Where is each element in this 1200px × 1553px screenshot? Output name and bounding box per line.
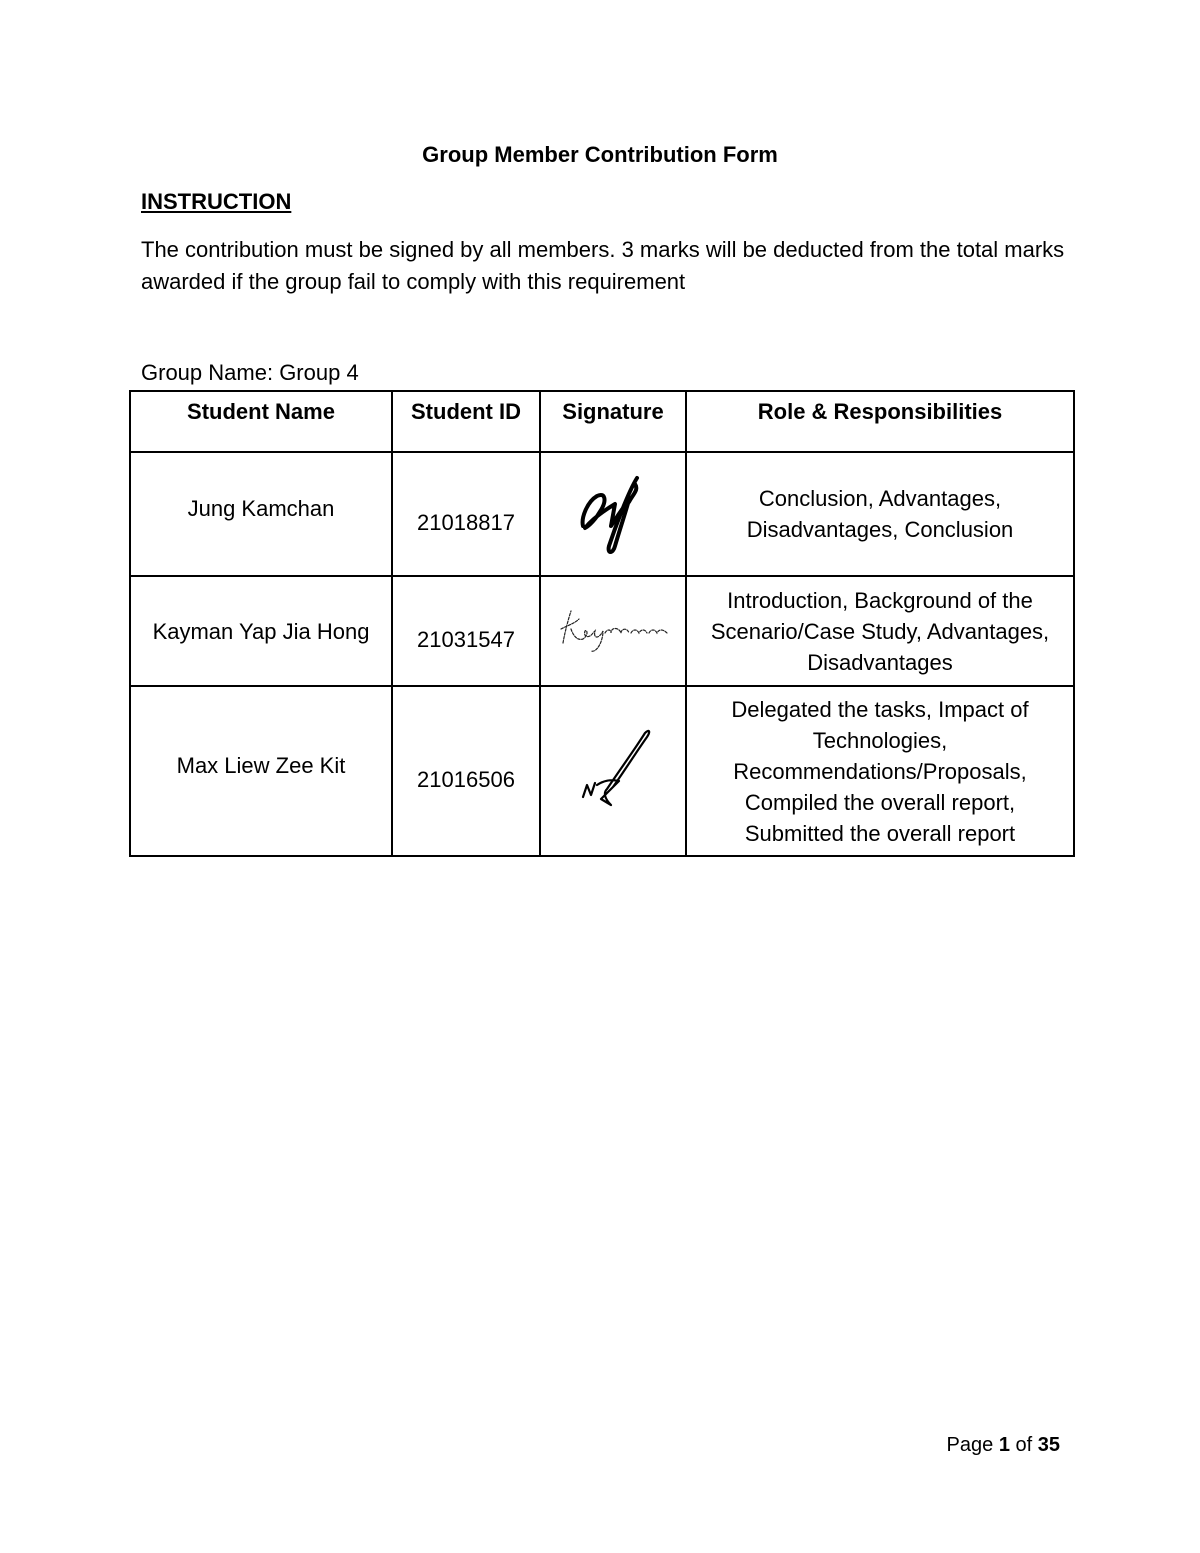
header-signature: Signature: [540, 391, 686, 452]
student-name: Kayman Yap Jia Hong: [152, 618, 370, 644]
table-row: [130, 576, 1074, 686]
signature-image: [563, 464, 663, 564]
page-separator: of: [1015, 1434, 1033, 1456]
signature-image: [549, 601, 677, 661]
role-line: Conclusion, Advantages,: [758, 486, 1002, 511]
page-total: 35: [1037, 1434, 1060, 1456]
group-name-label: Group Name:: [141, 360, 274, 385]
role-line: Scenario/Case Study, Advantages,: [710, 618, 1050, 644]
student-id: 21018817: [417, 509, 515, 535]
role-line: Submitted the overall report: [744, 820, 1016, 846]
role-line: Compiled the overall report,: [744, 789, 1016, 815]
group-name-value: Group 4: [279, 360, 359, 385]
student-id: 21031547: [417, 626, 515, 652]
roles-cell: [686, 686, 1074, 856]
role-line: Disadvantages, Conclusion: [746, 517, 1014, 542]
signature-image: [563, 721, 663, 821]
page-title: Group Member Contribution Form: [422, 142, 778, 167]
student-id-cell: [392, 576, 540, 686]
role-line: Delegated the tasks, Impact of: [731, 696, 1029, 722]
instruction-text: The contribution must be signed by all members. 3 marks will be deducted from the total marks awarded if the group fail to comply with this requirement: [141, 237, 1065, 294]
table-header-row: [130, 391, 1074, 452]
role-line: Recommendations/Proposals,: [733, 758, 1027, 784]
contribution-table: [129, 390, 1075, 857]
signature-cell: [540, 576, 686, 686]
role-line: Introduction, Background of the: [727, 587, 1033, 613]
student-id-cell: [392, 452, 540, 576]
role-line: Disadvantages: [807, 649, 953, 675]
student-name-cell: [130, 686, 392, 856]
student-id: 21016506: [417, 766, 515, 792]
student-name: Jung Kamchan: [187, 495, 335, 521]
instruction-heading: INSTRUCTION: [141, 189, 292, 214]
header-student-id: Student ID: [392, 391, 540, 452]
student-name-cell: [130, 452, 392, 576]
page-prefix: Page: [946, 1434, 994, 1456]
roles-cell: [686, 576, 1074, 686]
role-line: Technologies,: [812, 727, 948, 753]
student-id-cell: [392, 686, 540, 856]
signature-cell: [540, 686, 686, 856]
signature-cell: [540, 452, 686, 576]
table-row: [130, 452, 1074, 576]
roles-cell: [686, 452, 1074, 576]
page-current: 1: [998, 1434, 1010, 1456]
header-student-name: Student Name: [130, 391, 392, 452]
group-name-line: [141, 360, 359, 386]
header-role-responsibilities: Role & Responsibilities: [686, 391, 1074, 452]
table-row: [130, 686, 1074, 856]
student-name: Max Liew Zee Kit: [176, 752, 346, 778]
student-name-cell: [130, 576, 392, 686]
page-number: [947, 1434, 1060, 1457]
